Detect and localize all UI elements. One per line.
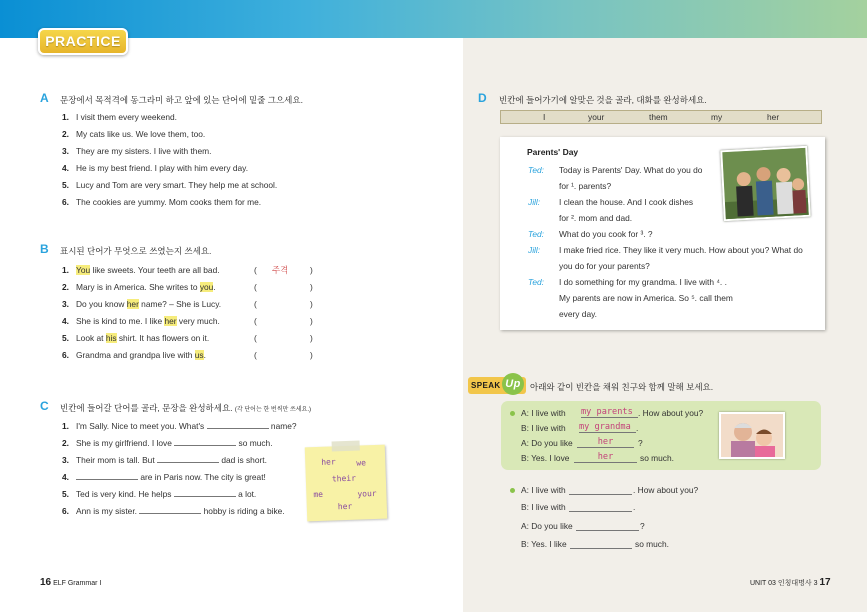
sticky-word: her — [337, 501, 353, 512]
word-box-item: my — [711, 112, 723, 122]
dialogue-line: for ². mom and dad. — [559, 213, 633, 223]
list-item: 2. Mary is in America. She writes to you. ( ) — [62, 282, 313, 292]
dialogue-speaker: Jill: — [528, 245, 541, 255]
blank-field[interactable] — [569, 485, 632, 495]
list-item: 3. Their mom is tall. But dad is short. — [62, 455, 267, 465]
list-item: 4. are in Paris now. The city is great! — [62, 472, 266, 482]
bullet-icon — [510, 411, 515, 416]
page-number-right: 17 — [819, 577, 831, 588]
book-title: ELF Grammar I — [53, 580, 102, 587]
practice-line: B: Yes. I like — [521, 539, 567, 549]
blank-field[interactable] — [139, 504, 201, 514]
list-item: 1. I'm Sally. Nice to meet you. What's name? — [62, 421, 297, 431]
list-item: 5. Look at his shirt. It has flowers on it. ( ) — [62, 333, 313, 343]
blank-field[interactable] — [569, 502, 632, 512]
example-answer: her — [574, 452, 637, 463]
sticky-word: we — [356, 458, 367, 468]
answer-text: 주격 — [272, 265, 289, 275]
example-line: B: Yes. I love — [521, 453, 570, 463]
grandma-photo-illustration — [721, 414, 785, 459]
list-item: 4. He is my best friend. I play with him every day. — [62, 163, 249, 173]
section-d-letter: D — [478, 91, 487, 105]
highlighted-word: You — [76, 265, 91, 275]
list-item: 4. She is kind to me. I like her very much. ( ) — [62, 316, 313, 326]
practice-badge: PRACTICE — [38, 28, 128, 55]
example-line: A: I live with — [521, 408, 566, 418]
sticky-note — [305, 445, 388, 522]
section-a-list — [62, 109, 277, 211]
speak-up-badge: SPEAK Up — [468, 377, 526, 394]
dialogue-card — [500, 137, 825, 330]
dialogue-line: you do for your parents? — [559, 261, 650, 271]
section-b-list — [62, 262, 322, 364]
section-a-title: 문장에서 목적격에 동그라미 하고 앞에 있는 단어에 밑줄 그으세요. — [60, 95, 303, 105]
list-item: 6. The cookies are yummy. Mom cooks them for me. — [62, 197, 262, 207]
section-b-letter: B — [40, 242, 49, 256]
speak-up-example-box: A: I live with my parents . How about you? B: I live with my grandma . A: Do you like her ? B: Yes. I love her so much. — [501, 401, 821, 470]
blank-field[interactable] — [157, 453, 219, 463]
example-answer: her — [577, 437, 634, 448]
page-number-left: 16 — [40, 577, 52, 588]
word-box-item: I — [543, 112, 546, 122]
highlighted-word: her — [164, 316, 177, 326]
section-d-title: 빈칸에 들어가기에 알맞은 것을 골라, 대화를 완성하세요. — [499, 95, 707, 105]
list-item: 2. She is my girlfriend. I love so much. — [62, 438, 273, 448]
section-c-note: (각 단어는 한 번씩만 쓰세요.) — [234, 407, 312, 413]
dialogue-line: I do something for my grandma. I live with ⁴. . — [559, 277, 727, 287]
family-photo — [720, 146, 811, 221]
sticky-word: me — [313, 489, 324, 500]
tape — [332, 441, 360, 452]
dialogue-speaker: Ted: — [528, 165, 544, 175]
example-answer: my grandma — [579, 422, 636, 433]
blank-field[interactable] — [76, 470, 138, 480]
list-item: 3. They are my sisters. I live with them. — [62, 146, 212, 156]
list-item: 2. My cats like us. We love them, too. — [62, 129, 206, 139]
practice-line: A: I live with — [521, 485, 566, 495]
example-answer: my parents — [581, 407, 638, 418]
section-a-letter: A — [40, 91, 49, 105]
dialogue-line: My parents are now in America. So ⁵. call them — [559, 293, 733, 303]
list-item: 5. Ted is very kind. He helps a lot. — [62, 489, 257, 499]
practice-line: A: Do you like — [521, 521, 573, 531]
list-item: 3. Do you know her name? – She is Lucy. ( ) — [62, 299, 313, 309]
practice-line: B: I live with — [521, 502, 566, 512]
word-box-item: her — [767, 112, 780, 122]
highlighted-word: us — [194, 350, 204, 360]
blank-field[interactable] — [174, 436, 236, 446]
sticky-word: their — [331, 473, 357, 484]
highlighted-word: his — [105, 333, 117, 343]
dialogue-line: I make fried rice. They like it very much. How about you? What do — [559, 245, 803, 255]
word-box-item: them — [649, 112, 668, 122]
dialogue-speaker: Ted: — [528, 277, 544, 287]
section-c-letter: C — [40, 399, 49, 413]
example-line: A: Do you like — [521, 438, 573, 448]
footer-right — [750, 577, 831, 588]
blank-field[interactable] — [570, 539, 632, 549]
dialogue-line: I clean the house. And I cook dishes — [559, 197, 694, 207]
dialogue-line: Today is Parents' Day. What do you do — [559, 165, 703, 175]
dialogue-line: every day. — [559, 309, 598, 319]
bullet-icon — [510, 488, 515, 493]
highlighted-word: her — [126, 299, 139, 309]
dialogue-line: for ¹. parents? — [559, 181, 612, 191]
dialogue-speaker: Ted: — [528, 229, 544, 239]
blank-field[interactable] — [207, 419, 269, 429]
top-color-band — [0, 0, 867, 38]
highlighted-word: you — [199, 282, 214, 292]
list-item: 1. You like sweets. Your teeth are all bad. ( 주격 ) — [62, 262, 322, 279]
word-box — [500, 110, 822, 124]
list-item: 6. Ann is my sister. hobby is riding a bike. — [62, 506, 285, 516]
blank-field[interactable] — [174, 487, 236, 497]
unit-label: UNIT 03 인칭대명사 3 — [750, 580, 818, 587]
dialogue-speaker: Jill: — [528, 197, 541, 207]
family-photo-illustration — [722, 148, 810, 222]
sticky-word: your — [357, 488, 377, 499]
word-box-item: your — [588, 112, 605, 122]
section-c-list — [62, 418, 297, 520]
list-item: 6. Grandma and grandpa live with us. ( ) — [62, 350, 313, 360]
grandma-photo — [719, 412, 785, 459]
example-line: B: I live with — [521, 423, 566, 433]
list-item: 1. I visit them every weekend. — [62, 112, 178, 122]
footer-left — [40, 577, 101, 588]
blank-field[interactable] — [576, 521, 639, 531]
section-c-title: 빈칸에 들어갈 단어를 골라, 문장을 완성하세요. (각 단어는 한 번씩만 쓰세요.) — [60, 403, 312, 413]
dialogue-line: What do you cook for ³. ? — [559, 229, 653, 239]
section-b-title: 표시된 단어가 무엇으로 쓰였는지 쓰세요. — [60, 246, 212, 256]
sticky-word: her — [321, 457, 336, 467]
speak-up-title: 아래와 같이 빈칸을 채워 친구와 함께 말해 보세요. — [530, 382, 714, 392]
dialogue-title: Parents' Day — [527, 147, 579, 157]
list-item: 5. Lucy and Tom are very smart. They help me at school. — [62, 180, 278, 190]
